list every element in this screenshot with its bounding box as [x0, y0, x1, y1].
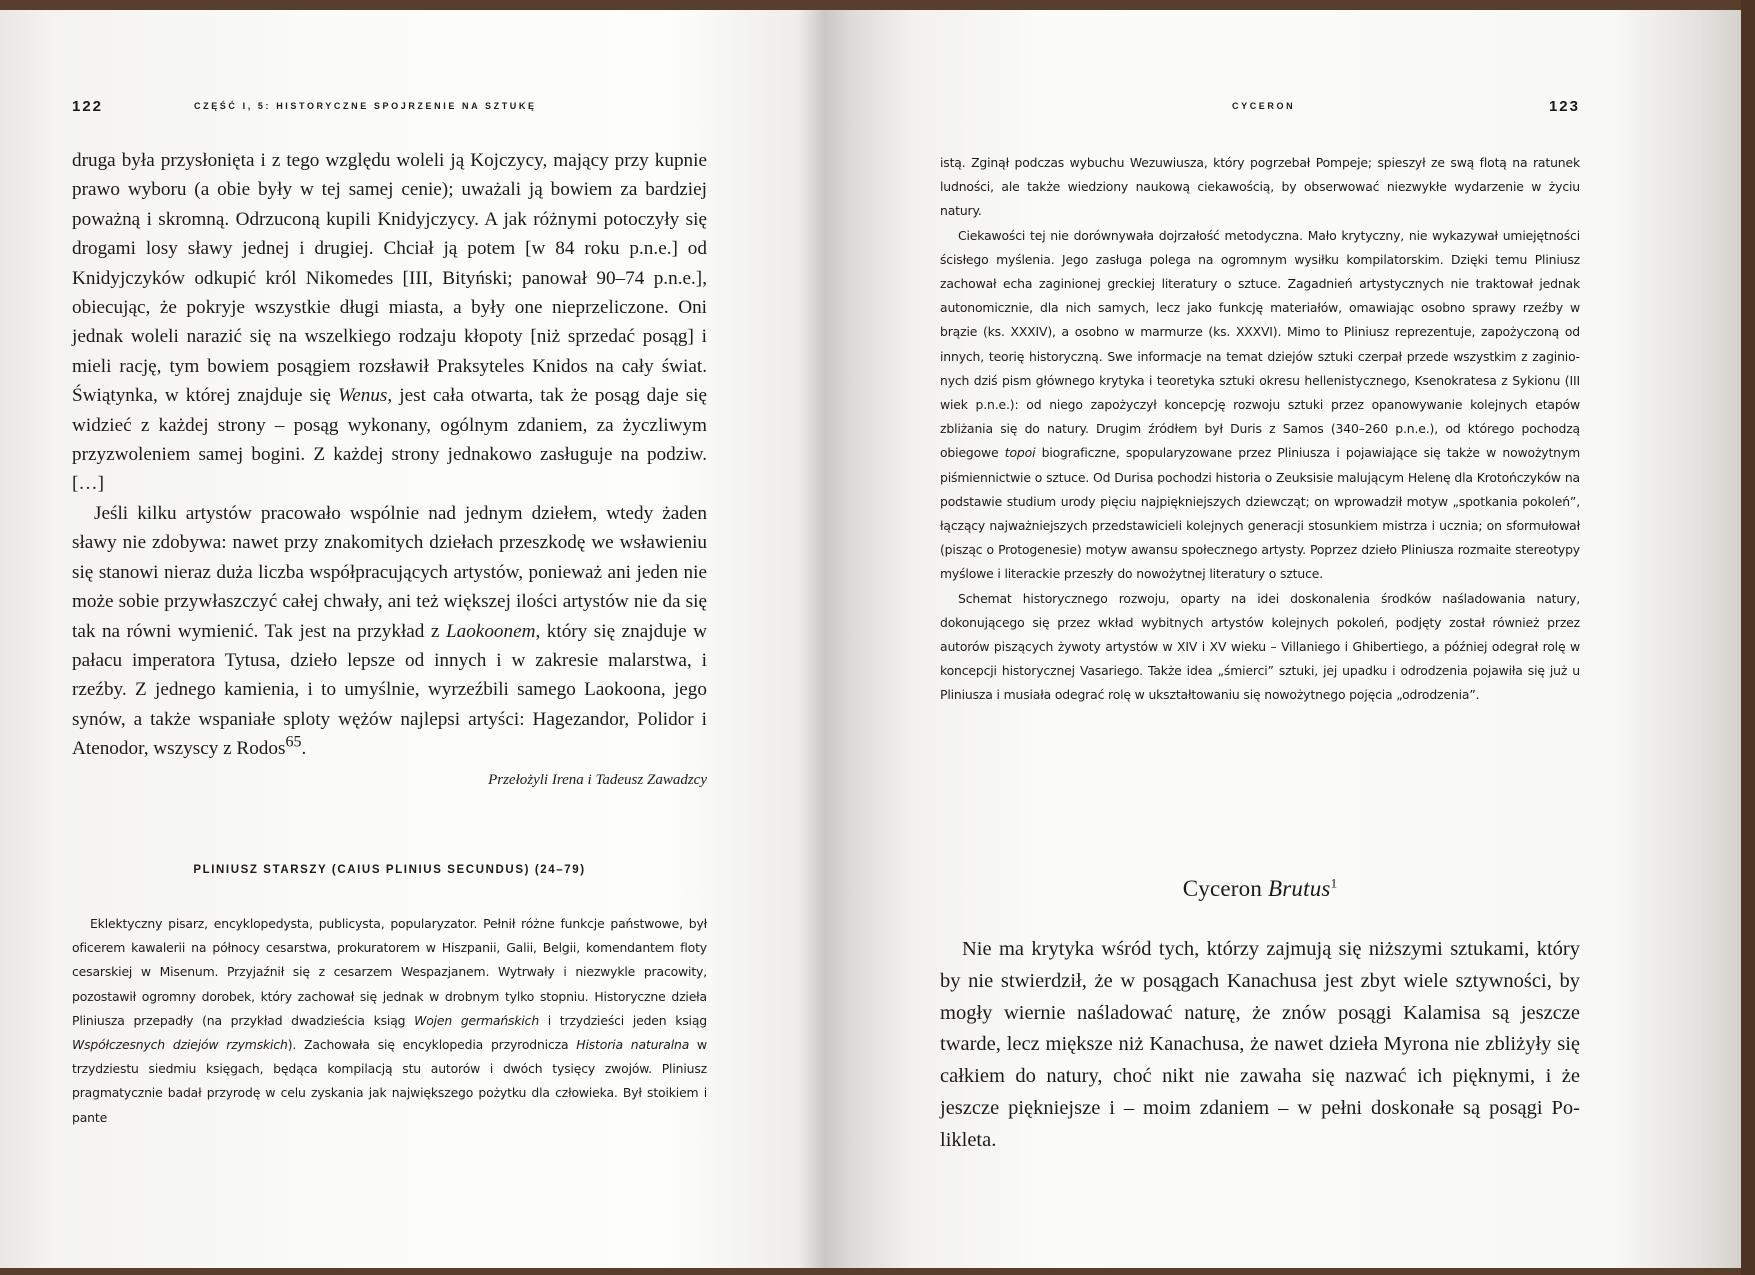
biography-continued [940, 151, 1580, 708]
biography-paragraph [72, 912, 707, 1130]
quote-p1-text-a: druga była przysłonięta i z tego względu woleli ją Kojczycy, mający przy kupnie prawo wyboru (a obie były w tej samej cenie); uważali ją bowiem za bardziej poważną i skromną. Odrzuconą kupili Knidyjczycy. A jak różnymi potoczyły się drogami losy sławy jednej i drugiej. Chciał ją potem [w 84 roku p.n.e.] od Knidyjczyków odkupić król Nikomedes [III, Bityński; panował 90–74 p.n.e.], obiecując, że pokryje wszystkie długi miasta, a były one nieprzeliczone. Oni jednak woleli narazić się na wszelkiego rodzaju kłopoty [niż sprzedać posąg] i mieli rację, tym bowiem posągiem rozsławił Praksyteles Knidos na cały świat. Świątynka, w której znajduje się [72, 150, 707, 407]
bio-italic-1: Wojen germańskich [414, 1012, 540, 1028]
book-spread [0, 10, 1755, 1268]
quote-p1-italic: Wenus [338, 385, 388, 407]
footnote-marker-1: 1 [1330, 875, 1338, 891]
brutus-excerpt [940, 934, 1580, 1157]
left-running-title: CZĘŚĆ I, 5: HISTORYCZNE SPOJRZENIE NA SZTUKĘ [194, 101, 537, 111]
bio-text-c: ). Zachowała się encyklopedia przyrodnicza [287, 1037, 577, 1053]
left-page-number: 122 [72, 98, 104, 115]
quote-text [72, 146, 707, 792]
section-heading: PLINIUSZ STARSZY (CAIUS PLINIUS SECUNDUS) (24–79) [193, 864, 586, 876]
footnote-marker-65: 65 [285, 733, 302, 751]
work-title-italic: Brutus [1268, 876, 1331, 901]
bio-p2-italic: topoi [1004, 445, 1036, 461]
work-title-author: Cyceron [1182, 876, 1269, 901]
bio-p2-text-a: Ciekawości tej nie dorównywała dojrzałość metodyczna. Mało krytyczny, nie wykazywał umiejętności ścisłego myślenia. Jego zasługa polega na ogromnym wysiłku kompilatorskim. Dzięki temu Pliniusz zachował echa zaginionej greckiej literatury o sztuce. Zagadnień artystycznych nie traktował jednak autonomicznie, dla nich samych, lecz jako funkcję materiałów, omawiając osobno sprawy rzeźby w brązie (ks. XXXIV), a osobno w marmurze (ks. XXXVI). Mimo to Pliniusz reprezentuje, zapożyczoną od innych, teorię historyczną. Swe informacje na temat dziejów sztuki czerpał przede wszystkim z zaginionych dziś pism głównego krytyka i teoretyka sztuki okresu hellenistycznego, Ksenokratesa z Sykionu (III wiek p.n.e.): od niego zapożyczył koncepcję rozwoju sztuki przez opanowywanie kolejnych etapów zbliżania się do natury. Drugim źródłem był Duris z Samos (340–260 p.n.e.), od którego pochodzą obiegowe [940, 227, 1580, 461]
bio-text-b: i trzydzieści jeden ksiąg [539, 1012, 707, 1028]
bio-text-d: w trzydziestu siedmiu księgach, będąca kompilacją stu autorów i dwóch tysięcy zwojów. Pliniusz pragmatycznie badał przyrodę w celu zyskania jak największego pożytku dla człowieka. Był stoikiem i pante [72, 1037, 707, 1125]
quote-p2-text-b: , który się znajduje w pałacu imperatora Tytusa, dzieło lepsze od innych i w zakresie malarstwa, i rzeźby. Z jednego kamienia, i to umyślnie, wyrzeźbili samego Laokoona, jego synów, a także wspaniałe sploty wężów najlepsi artyści: Hagezandor, Polidor i Atenodor, wszyscy z Rodos [72, 620, 707, 760]
right-running-head [940, 98, 1580, 122]
background-edge [1741, 0, 1755, 1275]
left-page [72, 10, 707, 1268]
right-page-number: 123 [1548, 98, 1580, 115]
bio-paragraph-3: Schemat historycznego rozwoju, oparty na idei doskonalenia środków naśladowania natury, dokonującego się przez wkład wybitnych artystów kolejnych pokoleń, podjęty został również przez autorów piszących żywoty artystów w XIV i XV wieku – Villaniego i Ghibertiego, a później odegrał rolę w koncepcji historycznej Vasariego. Także idea „śmierci” sztuki, jej upadku i odrodzenia pojawiła się już u Pliniusza i musiała odegrać rolę w ukształtowaniu się nowożytnego pojęcia „odrodzenia”. [940, 590, 1580, 703]
bio-cont-paragraph: istą. Zginął podczas wybuchu Wezuwiusza, który pogrzebał Pompeje; spieszył ze swą flotą na ratunek ludności, ale także wiedziony naukową ciekawością, by obserwować niezwykłe wydarzenie w życiu natury. [940, 155, 1580, 219]
quote-p2-italic: Laokoonem [445, 620, 536, 642]
quote-paragraph-1 [72, 146, 707, 499]
quote-p2-end: . [301, 738, 307, 760]
quote-paragraph-2 [72, 499, 707, 764]
bio-p2-text-b: biograficzne, spopularyzowane przez Pliniusza i pojawiające się także w nowożytnym piśmiennictwie o sztuce. Od Durisa pochodzi historia o Zeuksisie malującym Helenę dla Krotończyków na podstawie studium urody pięciu najpiękniejszych dziewcząt; on wprowadził motyw „spotkania pokoleń”, łączący najważniejszych przedstawicieli kolejnych generacji stosunkiem mistrza i ucznia; on sformułował (pisząc o Protogenesie) motyw awansu społecznego artysty. Poprzez dzieło Pliniusza rozmaite stereotypy myślowe i literackie przeszły do nowożytnej literatury o sztuce. [940, 445, 1580, 582]
biography-text [72, 912, 707, 1130]
quote-p1-text-b: , jest cała otwarta, tak że posąg daje się widzieć z każdej strony – posąg wykonany, ogólnym zdaniem, za życzliwym przyzwoleniem samej bogini. Z każdej strony jednakowo zasługuje na podziw. […] [72, 385, 708, 495]
bio-text-a: Eklektyczny pisarz, encyklopedysta, publicysta, popularyzator. Pełnił różne funkcje państwowe, był oficerem kawalerii na północy cesarstwa, prokuratorem w Hiszpanii, Galii, Belgii, komendantem floty cesarskiej w Misenum. Przyjaźnił się z cesarzem Wespazjanem. Wytrwały i niezwykle pracowity, pozostawił ogromny dorobek, który zachował się jednak w drobnym tylko stopniu. Historyczne dzieła Pliniusza przepadły (na przykład dwadzieścia ksiąg [72, 916, 707, 1028]
right-page [940, 10, 1580, 1268]
bio-italic-2: Współczesnych dziejów rzymskich [72, 1037, 288, 1053]
bio-italic-3: Historia naturalna [576, 1037, 690, 1053]
translator-credit: Przełożyli Irena i Tadeusz Zawadzcy [488, 771, 707, 788]
work-title [940, 876, 1580, 902]
excerpt-paragraph: Nie ma krytyka wśród tych, którzy zajmują się niższymi sztukami, który by nie stwierdził, że w posągach Kanachusa jest zbyt wiele sztywności, by mogły wiernie naśladować naturę, że znów posągi Kalamisa są jeszcze twarde, lecz miększe niż Kanachusa, że nawet dzieła Myrona nie zbliżyły się całkiem do natury, choć nikt nie zawaha się nazwać ich pięknymi, i że jeszcze piękniejsze i – moim zdaniem – w pełni doskonałe są posągi Polikleta. [940, 938, 1580, 1151]
left-running-head [72, 98, 707, 122]
right-running-title: CYCERON [1232, 101, 1296, 111]
bio-paragraph-2 [940, 224, 1580, 587]
quote-p2-text-a: Jeśli kilku artystów pracowało wspólnie nad jednym dziełem, wtedy żaden sławy nie zdobywa: nawet przy znakomitych dziełach przeszkodę we wsławieniu się stanowi nieraz duża liczba współpracujących artystów, ponieważ ani jeden nie może sobie przywłaszczyć całej chwały, ani też większej ilości artystów nie da się tak na równi wymienić. Tak jest na przykład z [72, 502, 707, 642]
